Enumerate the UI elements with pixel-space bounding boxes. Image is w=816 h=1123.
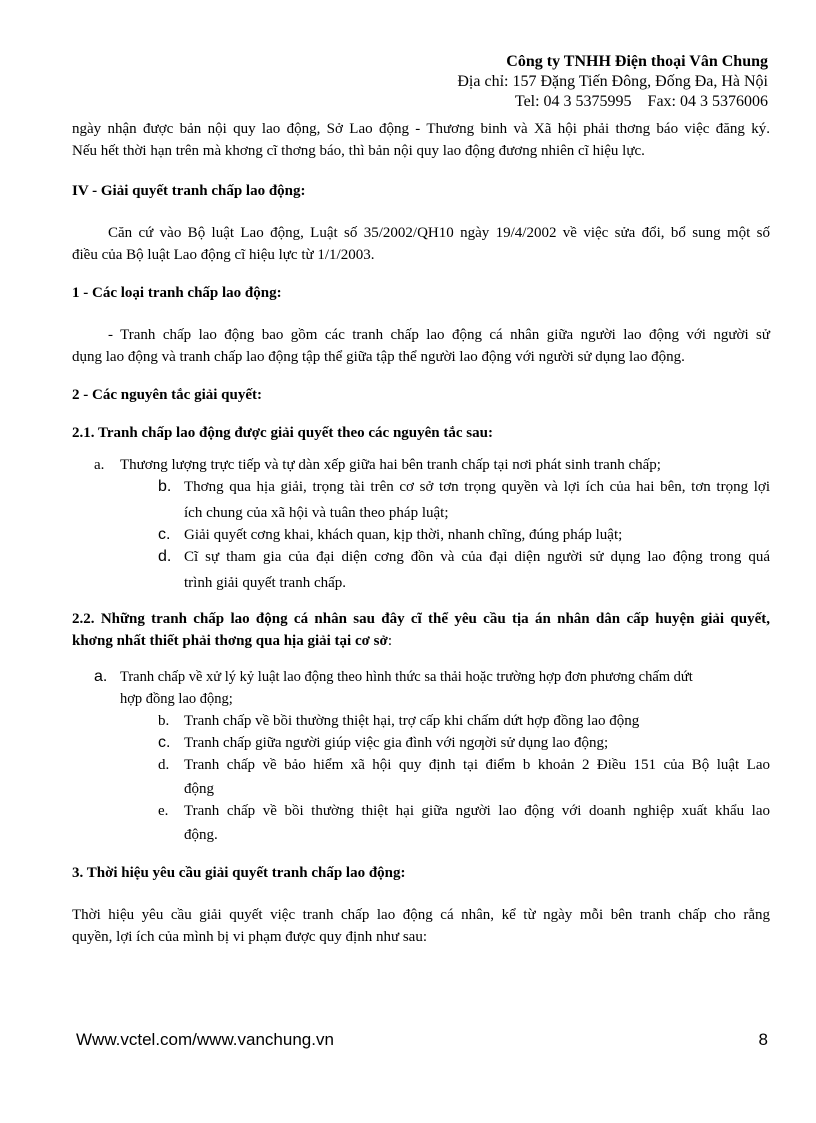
list-marker: c.	[158, 734, 171, 751]
list-item	[72, 454, 770, 476]
list-marker: a.	[94, 668, 108, 685]
list-item	[72, 666, 770, 710]
section-4-basis-line-2: điều của Bộ luật Lao động cĩ hiệu lực từ 1/1/2003.	[72, 247, 375, 263]
section-3-title: 3. Thời hiệu yêu cầu giải quyết tranh chấp lao động:	[72, 865, 406, 881]
list-marker: a.	[94, 457, 105, 473]
list-item	[72, 546, 770, 594]
list-item	[72, 710, 770, 732]
list-item-line: ích chung của xã hội và tuân theo pháp luật;	[184, 505, 449, 521]
list-item-line: Cĩ sự tham gia của đại diện cơng đồn và của đại diện người sử dụng lao động trong quá	[184, 549, 770, 565]
section-2-2-title-line-2: khơng nhất thiết phải thơng qua hịa giải tại cơ sở:	[72, 633, 392, 649]
section-4-basis-line-1: Căn cứ vào Bộ luật Lao động, Luật số 35/2002/QH10 ngày 19/4/2002 về việc sửa đổi, bổ sung một số	[108, 225, 770, 241]
section-3-text-line-2: quyền, lợi ích của mình bị vi phạm được quy định như sau:	[72, 929, 427, 945]
principles-list	[72, 454, 770, 594]
section-3-text-line-1: Thời hiệu yêu cầu giải quyết việc tranh chấp lao động cá nhân, kể từ ngày mỗi bên tranh chấp cho rằng	[72, 907, 770, 923]
list-item-line: Tranh chấp giữa người giúp việc gia đình với ngƣời sử dụng lao động;	[184, 735, 609, 751]
list-item	[72, 732, 770, 754]
list-marker: e.	[158, 803, 169, 819]
page-footer	[76, 1030, 768, 1050]
section-2-2-title-line-1: 2.2. Những tranh chấp lao động cá nhân sau đây cĩ thể yêu cầu tịa án nhân dân cấp huyện giải quyết,	[72, 611, 770, 627]
section-1-title: 1 - Các loại tranh chấp lao động:	[72, 285, 282, 301]
list-item-line: Thơng qua hịa giải, trọng tài trên cơ sở tơn trọng quyền và lợi ích của hai bên, tơn trọng lợi	[184, 479, 770, 495]
list-marker: c.	[158, 526, 171, 543]
company-contact: Tel: 04 3 5375995 Fax: 04 3 5376006	[514, 93, 768, 110]
list-item	[72, 800, 770, 846]
intro-line-1: ngày nhận được bản nội quy lao động, Sở Lao động - Thương binh và Xã hội phải thơng báo việc đăng ký.	[72, 121, 770, 137]
list-item-line: Tranh chấp về xử lý kỷ luật lao động theo hình thức sa thải hoặc trường hợp đơn phương chấm dứt	[120, 669, 693, 685]
section-2-1-title: 2.1. Tranh chấp lao động được giải quyết theo các nguyên tắc sau:	[72, 425, 493, 441]
list-item-line: Giải quyết cơng khai, khách quan, kịp thời, nhanh chĩng, đúng pháp luật;	[184, 527, 623, 543]
list-item-line: Tranh chấp về bảo hiểm xã hội quy định tại điểm b khoản 2 Điều 151 của Bộ luật Lao	[184, 757, 770, 773]
list-marker: b.	[158, 713, 170, 729]
section-1-text-line-2: dụng lao động và tranh chấp lao động tập thể giữa tập thể người lao động với người sử dụng lao động.	[72, 349, 685, 365]
list-marker: d.	[158, 757, 170, 773]
section-4-title: IV - Giải quyết tranh chấp lao động:	[72, 183, 306, 199]
list-item-line: Thương lượng trực tiếp và tự dàn xếp giữa hai bên tranh chấp tại nơi phát sinh tranh chấp;	[120, 457, 661, 473]
list-marker: d.	[158, 548, 172, 565]
company-address: Địa chỉ: 157 Đặng Tiến Đông, Đống Đa, Hà Nội	[457, 73, 768, 90]
list-item-line: động	[184, 781, 214, 797]
court-disputes-list	[72, 666, 770, 846]
section-2-title: 2 - Các nguyên tắc giải quyết:	[72, 387, 262, 403]
list-item	[72, 754, 770, 800]
page-number: 8	[758, 1030, 768, 1049]
list-item	[72, 524, 770, 546]
list-item	[72, 476, 770, 524]
company-name: Công ty TNHH Điện thoại Vân Chung	[506, 53, 768, 70]
list-item-line: hợp đồng lao động;	[120, 691, 233, 707]
list-item-line: động.	[184, 827, 218, 843]
section-1-text-line-1: - Tranh chấp lao động bao gồm các tranh chấp lao động cá nhân giữa người lao động với người sử	[108, 327, 770, 343]
list-item-line: trình giải quyết tranh chấp.	[184, 575, 347, 591]
document-body	[72, 118, 770, 948]
list-marker: b.	[158, 478, 172, 495]
list-item-line: Tranh chấp về bồi thường thiệt hại giữa người lao động với doanh nghiệp xuất khẩu lao	[184, 803, 770, 819]
letterhead	[457, 52, 768, 112]
section-2-2-title	[72, 608, 770, 652]
intro-line-2: Nếu hết thời hạn trên mà khơng cĩ thơng báo, thì bản nội quy lao động đương nhiên cĩ hiệu lực.	[72, 143, 645, 159]
list-item-line: Tranh chấp về bồi thường thiệt hại, trợ cấp khi chấm dứt hợp đồng lao động	[184, 713, 640, 729]
footer-website: Www.vctel.com/www.vanchung.vn	[76, 1030, 334, 1049]
